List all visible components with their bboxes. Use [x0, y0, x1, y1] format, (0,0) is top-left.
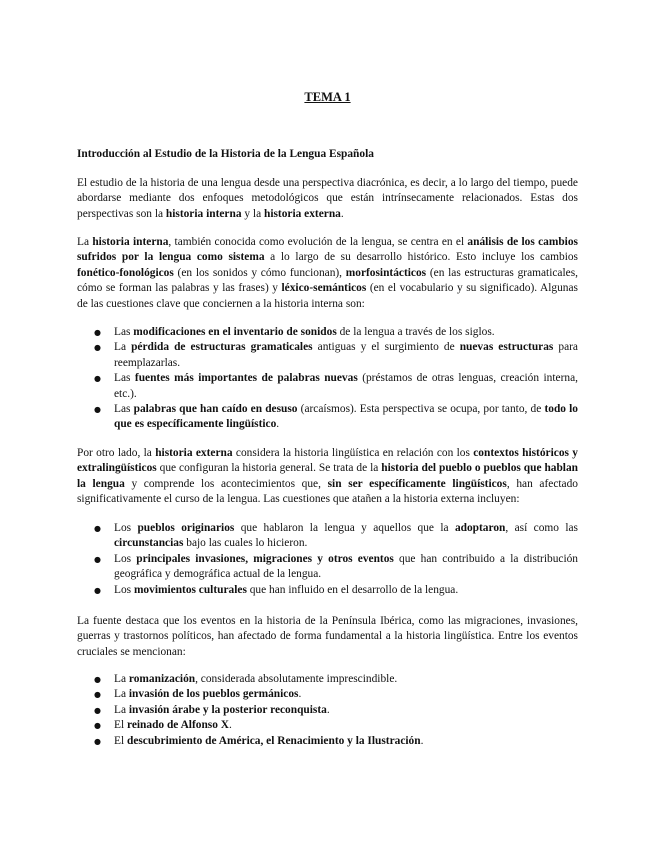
bold-term: historia del pueblo o pueblos que hablan la lengua	[77, 462, 579, 490]
text-run: , han afectado significativamente el curso de la lengua. Las cuestiones que atañen a la historia externa incluyen:	[77, 477, 578, 506]
list-item: ● Las fuentes más importantes de palabras nuevas (préstamos de otras lenguas, creación interna, etc.).	[77, 371, 578, 402]
text-run: y comprende los acontecimientos que,	[124, 477, 328, 490]
bold-term: sin ser específicamente lingüísticos	[327, 477, 507, 490]
list-item: ● Las modificaciones en el inventario de sonidos de la lengua a través de los siglos.	[77, 325, 578, 340]
text-run: (en las estructuras gramaticales, cómo se forman las palabras y las frases) y	[77, 266, 578, 295]
list-item: ● El descubrimiento de América, el Renacimiento y la Ilustración.	[77, 734, 578, 749]
text-run: La	[77, 236, 93, 248]
bold-term: historia interna	[92, 236, 169, 248]
text-run: , también conocida como evolución de la lengua, se centra en el	[168, 236, 468, 248]
list-item: ● La invasión árabe y la posterior reconquista.	[77, 703, 578, 718]
bold-term: morfosintácticos	[345, 266, 427, 279]
text-run: El estudio de la historia de una lengua desde una perspectiva diacrónica, es decir, a lo largo del tiempo, puede abordarse mediante dos enfoques metodológicos que están intrínsecamente relacionados. Estas dos perspectivas son la	[77, 177, 578, 220]
bold-term: historia externa	[263, 207, 341, 220]
text-run: La fuente destaca que los eventos en la historia de la Península Ibérica, como las migraciones, invasiones, guerras y trastornos políticos, han afectado de forma fundamental a la historia lingüística. Entre los eventos cruciales se mencionan:	[77, 615, 578, 658]
list-item: ● Los movimientos culturales que han influido en el desarrollo de la lengua.	[77, 583, 578, 598]
text-run: que configuran la historia general. Se trata de la	[156, 462, 382, 475]
bold-term: fonético-fonológicos	[77, 266, 174, 279]
internal-history-list	[77, 325, 578, 433]
external-history-list	[77, 521, 578, 598]
bold-term: historia externa	[155, 447, 233, 459]
bold-term: análisis de los cambios sufridos por la lengua como sistema	[77, 236, 578, 264]
page-title: TEMA 1	[304, 90, 351, 104]
list-item: ● La romanización, considerada absolutamente imprescindible.	[77, 672, 578, 687]
bold-term: contextos históricos y extralingüísticos	[77, 447, 578, 475]
text-run: y la	[241, 207, 264, 220]
external-history-paragraph	[77, 446, 578, 508]
list-item: ● El reinado de Alfonso X.	[77, 718, 578, 733]
text-run: (en el vocabulario y su significado). Algunas de las cuestiones clave que conciernen a la historia interna son:	[77, 282, 578, 310]
list-item: ● Los pueblos originarios que hablaron la lengua y aquellos que la adoptaron, así como las circunstancias bajo las cuales lo hicieron.	[77, 521, 578, 552]
text-run: .	[340, 207, 344, 220]
text-run: (en los sonidos y cómo funcionan),	[173, 266, 346, 279]
sources-paragraph	[77, 614, 578, 660]
intro-paragraph	[77, 176, 578, 222]
list-item: ● Las palabras que han caído en desuso (arcaísmos). Esta perspectiva se ocupa, por tanto, de todo lo que es específicamente lingüístico.	[77, 402, 578, 433]
text-run: a lo largo de su desarrollo histórico. Esto incluye los cambios	[264, 251, 578, 264]
list-item: ● La invasión de los pueblos germánicos.	[77, 687, 578, 702]
bold-term: léxico-semánticos	[281, 282, 367, 295]
events-list	[77, 672, 578, 749]
list-item: ● Los principales invasiones, migraciones y otros eventos que han contribuido a la distribución geográfica y demográfica actual de la lengua.	[77, 552, 578, 583]
list-item: ● La pérdida de estructuras gramaticales antiguas y el surgimiento de nuevas estructuras para reemplazarlas.	[77, 340, 578, 371]
section-heading: Introducción al Estudio de la Historia de la Lengua Española	[77, 148, 374, 160]
text-run: Por otro lado, la	[77, 447, 156, 459]
text-run: considera la historia lingüística en relación con los	[232, 447, 474, 459]
internal-history-paragraph	[77, 235, 578, 312]
bold-term: historia interna	[165, 207, 242, 220]
